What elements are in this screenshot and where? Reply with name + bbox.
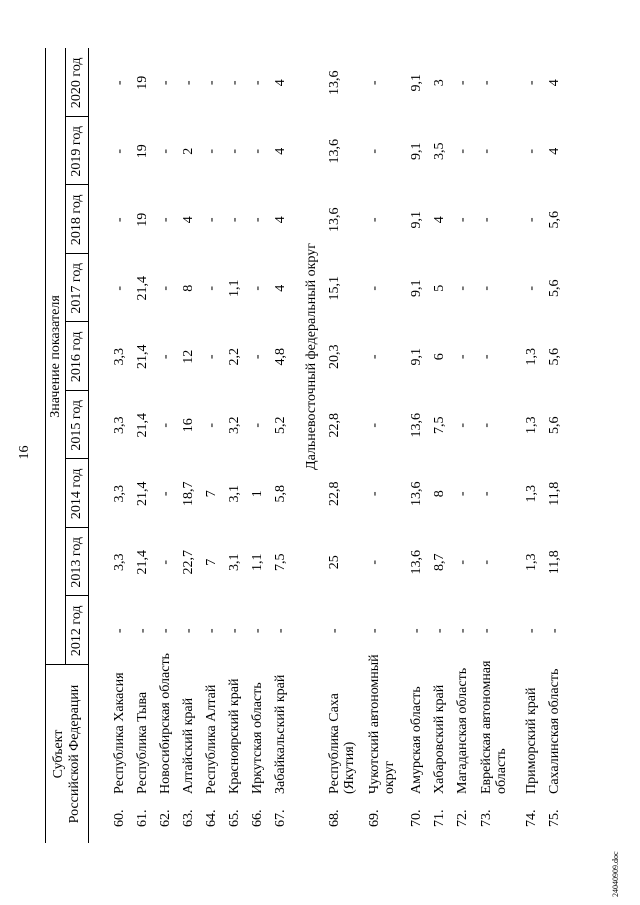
value-cell: 4,8 [273, 348, 288, 366]
value-cell: - [250, 354, 265, 360]
value-cell: 2,2 [227, 348, 242, 366]
subject-name: Иркутская область [250, 682, 265, 794]
value-cell: 1 [250, 490, 265, 498]
value-cell: 22,8 [327, 481, 342, 506]
value-cell: - [479, 628, 494, 634]
value-cell: 7 [204, 558, 219, 566]
year-header: 2012 год [69, 605, 84, 657]
subject-name: Республика Хакасия [112, 672, 127, 794]
value-cell: 4 [547, 147, 562, 155]
value-cell: 6 [432, 353, 447, 361]
year-divider [65, 253, 89, 254]
row-number: 61. [135, 809, 150, 827]
value-cell: - [479, 491, 494, 497]
year-header: 2020 год [69, 57, 84, 109]
value-cell: 22,7 [181, 550, 196, 575]
value-cell: 9,1 [409, 279, 424, 297]
value-cell: 13,6 [409, 550, 424, 575]
value-cell: - [250, 285, 265, 291]
row-number: 72. [455, 809, 470, 827]
value-cell: - [204, 422, 219, 428]
value-cell: - [367, 148, 382, 154]
value-cell: - [204, 354, 219, 360]
value-cell: - [204, 148, 219, 154]
value-cell: - [524, 628, 539, 634]
value-cell: 9,1 [409, 211, 424, 229]
value-cell: - [367, 559, 382, 565]
value-cell: 3,3 [112, 416, 127, 434]
value-cell: - [158, 354, 173, 360]
subject-name: Забайкальский край [273, 674, 288, 794]
value-cell: - [455, 80, 470, 86]
value-cell: - [455, 491, 470, 497]
value-cell: - [181, 80, 196, 86]
value-cell: 13,6 [327, 207, 342, 232]
value-cell: 9,1 [409, 348, 424, 366]
year-header: 2015 год [69, 399, 84, 451]
subject-name: Амурская область [409, 686, 424, 794]
value-cell: 4 [273, 216, 288, 224]
value-cell: - [479, 559, 494, 565]
value-cell: - [479, 422, 494, 428]
year-header: 2019 год [69, 125, 84, 177]
year-header: 2016 год [69, 331, 84, 383]
value-cell: - [367, 285, 382, 291]
row-number: 69. [367, 809, 382, 827]
value-cell: - [455, 422, 470, 428]
row-number: 62. [158, 809, 173, 827]
value-cell: - [409, 628, 424, 634]
value-cell: - [227, 628, 242, 634]
subject-name: округ [382, 760, 397, 794]
value-cell: 21,4 [135, 344, 150, 369]
value-cell: 4 [273, 79, 288, 87]
row-number: 75. [547, 809, 562, 827]
year-divider [65, 596, 89, 597]
value-cell: - [250, 628, 265, 634]
value-cell: 1,3 [524, 553, 539, 571]
value-cell: - [455, 559, 470, 565]
row-number: 63. [181, 809, 196, 827]
value-cell: 3,1 [227, 553, 242, 571]
value-cell: - [158, 559, 173, 565]
value-cell: 21,4 [135, 413, 150, 438]
value-cell: - [204, 217, 219, 223]
value-cell: 1,1 [227, 279, 242, 297]
value-cell: - [367, 354, 382, 360]
value-cell: - [455, 217, 470, 223]
value-cell: - [524, 285, 539, 291]
value-cell: 3,3 [112, 485, 127, 503]
subject-name: Еврейская автономная [479, 660, 494, 794]
subject-name: Хабаровский край [432, 684, 447, 794]
value-cell: - [273, 628, 288, 634]
subject-name: Алтайский край [181, 697, 196, 794]
value-cell: 15,1 [327, 276, 342, 301]
value-cell: 9,1 [409, 74, 424, 92]
value-cell: 2 [181, 147, 196, 155]
row-number: 66. [250, 809, 265, 827]
value-cell: - [479, 80, 494, 86]
subject-name: Чукотский автономный [367, 654, 382, 794]
value-cell: 8 [432, 490, 447, 498]
row-number: 67. [273, 809, 288, 827]
subject-name: (Якутия) [342, 741, 357, 794]
value-cell: - [327, 628, 342, 634]
subject-name: Республика Алтай [204, 684, 219, 794]
value-cell: - [158, 80, 173, 86]
value-cell: - [112, 285, 127, 291]
value-cell: 19 [135, 75, 150, 90]
value-cell: - [112, 148, 127, 154]
value-cell: - [479, 354, 494, 360]
value-cell: 20,3 [327, 344, 342, 369]
table-top-border [45, 48, 46, 843]
value-cell: 3 [432, 79, 447, 87]
value-cell: - [455, 285, 470, 291]
value-cell: - [250, 80, 265, 86]
value-cell: 5 [432, 284, 447, 292]
value-cell: 21,4 [135, 481, 150, 506]
value-cell: 22,8 [327, 413, 342, 438]
value-cell: - [479, 285, 494, 291]
value-cell: - [250, 422, 265, 428]
value-cell: - [524, 217, 539, 223]
row-number: 70. [409, 809, 424, 827]
value-cell: 3,1 [227, 485, 242, 503]
row-number: 73. [479, 809, 494, 827]
year-divider [65, 185, 89, 186]
value-cell: 11,8 [547, 481, 562, 506]
subject-header-1: Субъект [51, 729, 66, 779]
value-cell: - [479, 217, 494, 223]
value-cell: 19 [135, 144, 150, 159]
row-number: 68. [327, 809, 342, 827]
value-cell: - [158, 422, 173, 428]
subject-header-2: Российской Федерации [67, 684, 82, 824]
value-cell: 3,5 [432, 142, 447, 160]
year-header: 2014 год [69, 468, 84, 520]
value-cell: 11,8 [547, 550, 562, 575]
value-cell: - [135, 628, 150, 634]
value-cell: 13,6 [409, 413, 424, 438]
value-cell: 8 [181, 284, 196, 292]
year-divider [65, 322, 89, 323]
value-cell: - [455, 354, 470, 360]
subject-name: Новосибирская область [158, 653, 173, 794]
value-cell: 3,3 [112, 348, 127, 366]
value-cell: 3,3 [112, 553, 127, 571]
subject-name: Магаданская область [455, 667, 470, 794]
value-cell: - [204, 285, 219, 291]
value-cell: 4 [273, 147, 288, 155]
section-far-east: Дальневосточный федеральный округ [304, 243, 319, 470]
value-cell: 4 [547, 79, 562, 87]
value-cell: 5,6 [547, 279, 562, 297]
value-cell: 7,5 [432, 416, 447, 434]
value-cell: - [112, 628, 127, 634]
value-cell: 1,3 [524, 416, 539, 434]
row-number: 65. [227, 809, 242, 827]
value-cell: 13,6 [409, 481, 424, 506]
value-cell: - [479, 148, 494, 154]
value-cell: 4 [273, 284, 288, 292]
value-cell: 5,6 [547, 416, 562, 434]
value-cell: - [250, 148, 265, 154]
value-cell: - [524, 148, 539, 154]
value-cell: - [367, 491, 382, 497]
value-cell: - [547, 628, 562, 634]
year-header: 2018 год [69, 194, 84, 246]
value-cell: - [250, 217, 265, 223]
value-cell: 5,6 [547, 348, 562, 366]
value-cell: 21,4 [135, 550, 150, 575]
value-cell: 3,2 [227, 416, 242, 434]
doc-footer: 24040909.doc [611, 851, 620, 897]
year-divider [65, 459, 89, 460]
subject-name: Республика Тыва [135, 691, 150, 794]
value-cell: - [204, 628, 219, 634]
value-cell: - [181, 628, 196, 634]
value-cell: 1,3 [524, 485, 539, 503]
row-number: 64. [204, 809, 219, 827]
value-cell: - [112, 80, 127, 86]
year-header-line [65, 48, 66, 665]
year-divider [65, 116, 89, 117]
value-cell: - [158, 285, 173, 291]
value-cell: - [204, 80, 219, 86]
value-cell: - [367, 422, 382, 428]
value-cell: 5,8 [273, 485, 288, 503]
page-number: 16 [17, 445, 32, 460]
value-cell: - [158, 217, 173, 223]
value-cell: 7,5 [273, 553, 288, 571]
value-cell: 1,1 [250, 553, 265, 571]
subject-name: Красноярский край [227, 678, 242, 794]
subject-name: область [494, 748, 509, 794]
subject-name: Республика Саха [327, 693, 342, 794]
value-cell: 4 [432, 216, 447, 224]
year-divider [65, 527, 89, 528]
value-cell: 5,2 [273, 416, 288, 434]
value-cell: - [158, 491, 173, 497]
value-cell: - [367, 217, 382, 223]
value-cell: 13,6 [327, 139, 342, 164]
value-cell: - [367, 628, 382, 634]
value-cell: - [227, 217, 242, 223]
year-divider [65, 390, 89, 391]
year-header: 2013 год [69, 536, 84, 588]
header-bottom-border [88, 48, 89, 843]
value-cell: - [455, 148, 470, 154]
value-cell: 1,3 [524, 348, 539, 366]
value-cell: 12 [181, 349, 196, 364]
value-cell: 13,6 [327, 70, 342, 95]
value-cell: 9,1 [409, 142, 424, 160]
value-cell: - [158, 628, 173, 634]
indicator-header: Значение показателя [48, 295, 63, 418]
value-cell: 25 [327, 555, 342, 570]
value-cell: - [227, 80, 242, 86]
value-cell: - [112, 217, 127, 223]
value-cell: 19 [135, 212, 150, 227]
value-cell: 8,7 [432, 553, 447, 571]
subject-name: Сахалинская область [547, 668, 562, 794]
value-cell: 21,4 [135, 276, 150, 301]
value-cell: 7 [204, 490, 219, 498]
value-cell: - [227, 148, 242, 154]
value-cell: 4 [181, 216, 196, 224]
value-cell: - [432, 628, 447, 634]
row-number: 74. [524, 809, 539, 827]
value-cell: 5,6 [547, 211, 562, 229]
value-cell: 16 [181, 418, 196, 433]
row-number: 71. [432, 809, 447, 827]
value-cell: - [524, 80, 539, 86]
value-cell: - [158, 148, 173, 154]
subject-name: Приморский край [524, 687, 539, 794]
row-number: 60. [112, 809, 127, 827]
value-cell: 18,7 [181, 481, 196, 506]
year-header: 2017 год [69, 262, 84, 314]
value-cell: - [455, 628, 470, 634]
value-cell: - [367, 80, 382, 86]
